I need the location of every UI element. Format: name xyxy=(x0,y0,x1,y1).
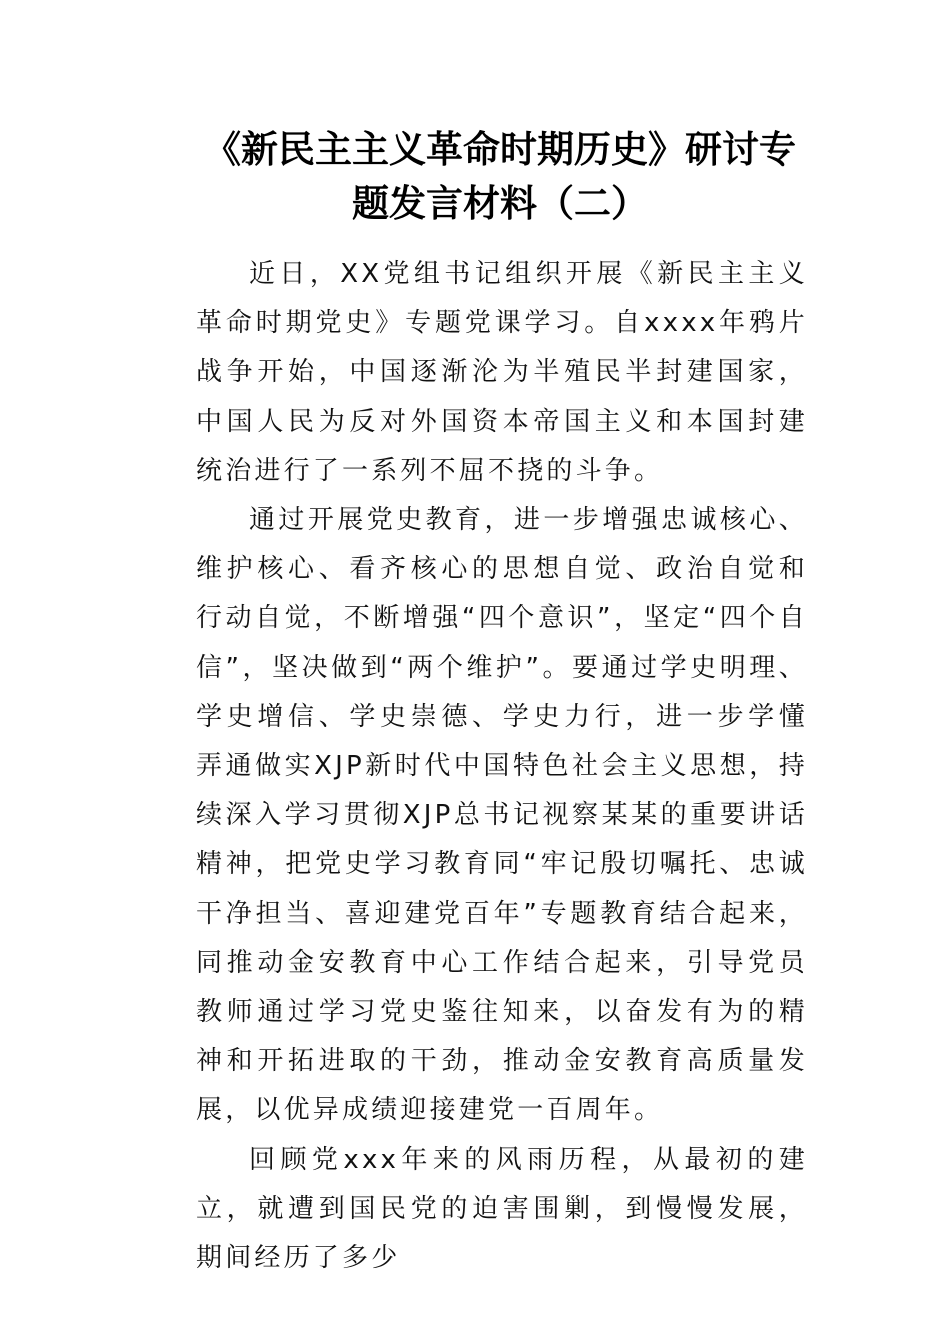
paragraph-2: 通过开展党史教育，进一步增强忠诚核心、维护核心、看齐核心的思想自觉、政治自觉和行动自觉，不断增强“四个意识”，坚定“四个自信”，坚决做到“两个维护”。要通过学史明理、学史增信、学史崇德、学史力行，进一步学懂弄通做实XJP新时代中国特色社会主义思想，持续深入学习贯彻XJP总书记视察某某的重要讲话精神，把党史学习教育同“牢记殷切嘱托、忠诚干净担当、喜迎建党百年”专题教育结合起来，同推动金安教育中心工作结合起来，引导党员教师通过学习党史鉴往知来，以奋发有为的精神和开拓进取的干劲，推动金安教育高质量发展，以优异成绩迎接建党一百周年。 xyxy=(196,505,808,1126)
title-line-1: 《新民主主义革命时期历史》研讨专 xyxy=(204,127,796,171)
paragraph-3: 回顾党xxx年来的风雨历程，从最初的建立，就遭到国民党的迫害围剿，到慢慢发展，期间经历了多少 xyxy=(196,1144,808,1274)
paragraph-1: 近日，XX党组书记组织开展《新民主主义革命时期党史》专题党课学习。自xxxx年鸦片战争开始，中国逐渐沦为半殖民半封建国家，中国人民为反对外国资本帝国主义和本国封建统治进行了一系列不屈不挠的斗争。 xyxy=(196,259,808,486)
title-line-2: 题发言材料（二） xyxy=(352,181,648,225)
document-body xyxy=(196,250,808,1283)
document-title xyxy=(180,122,820,230)
